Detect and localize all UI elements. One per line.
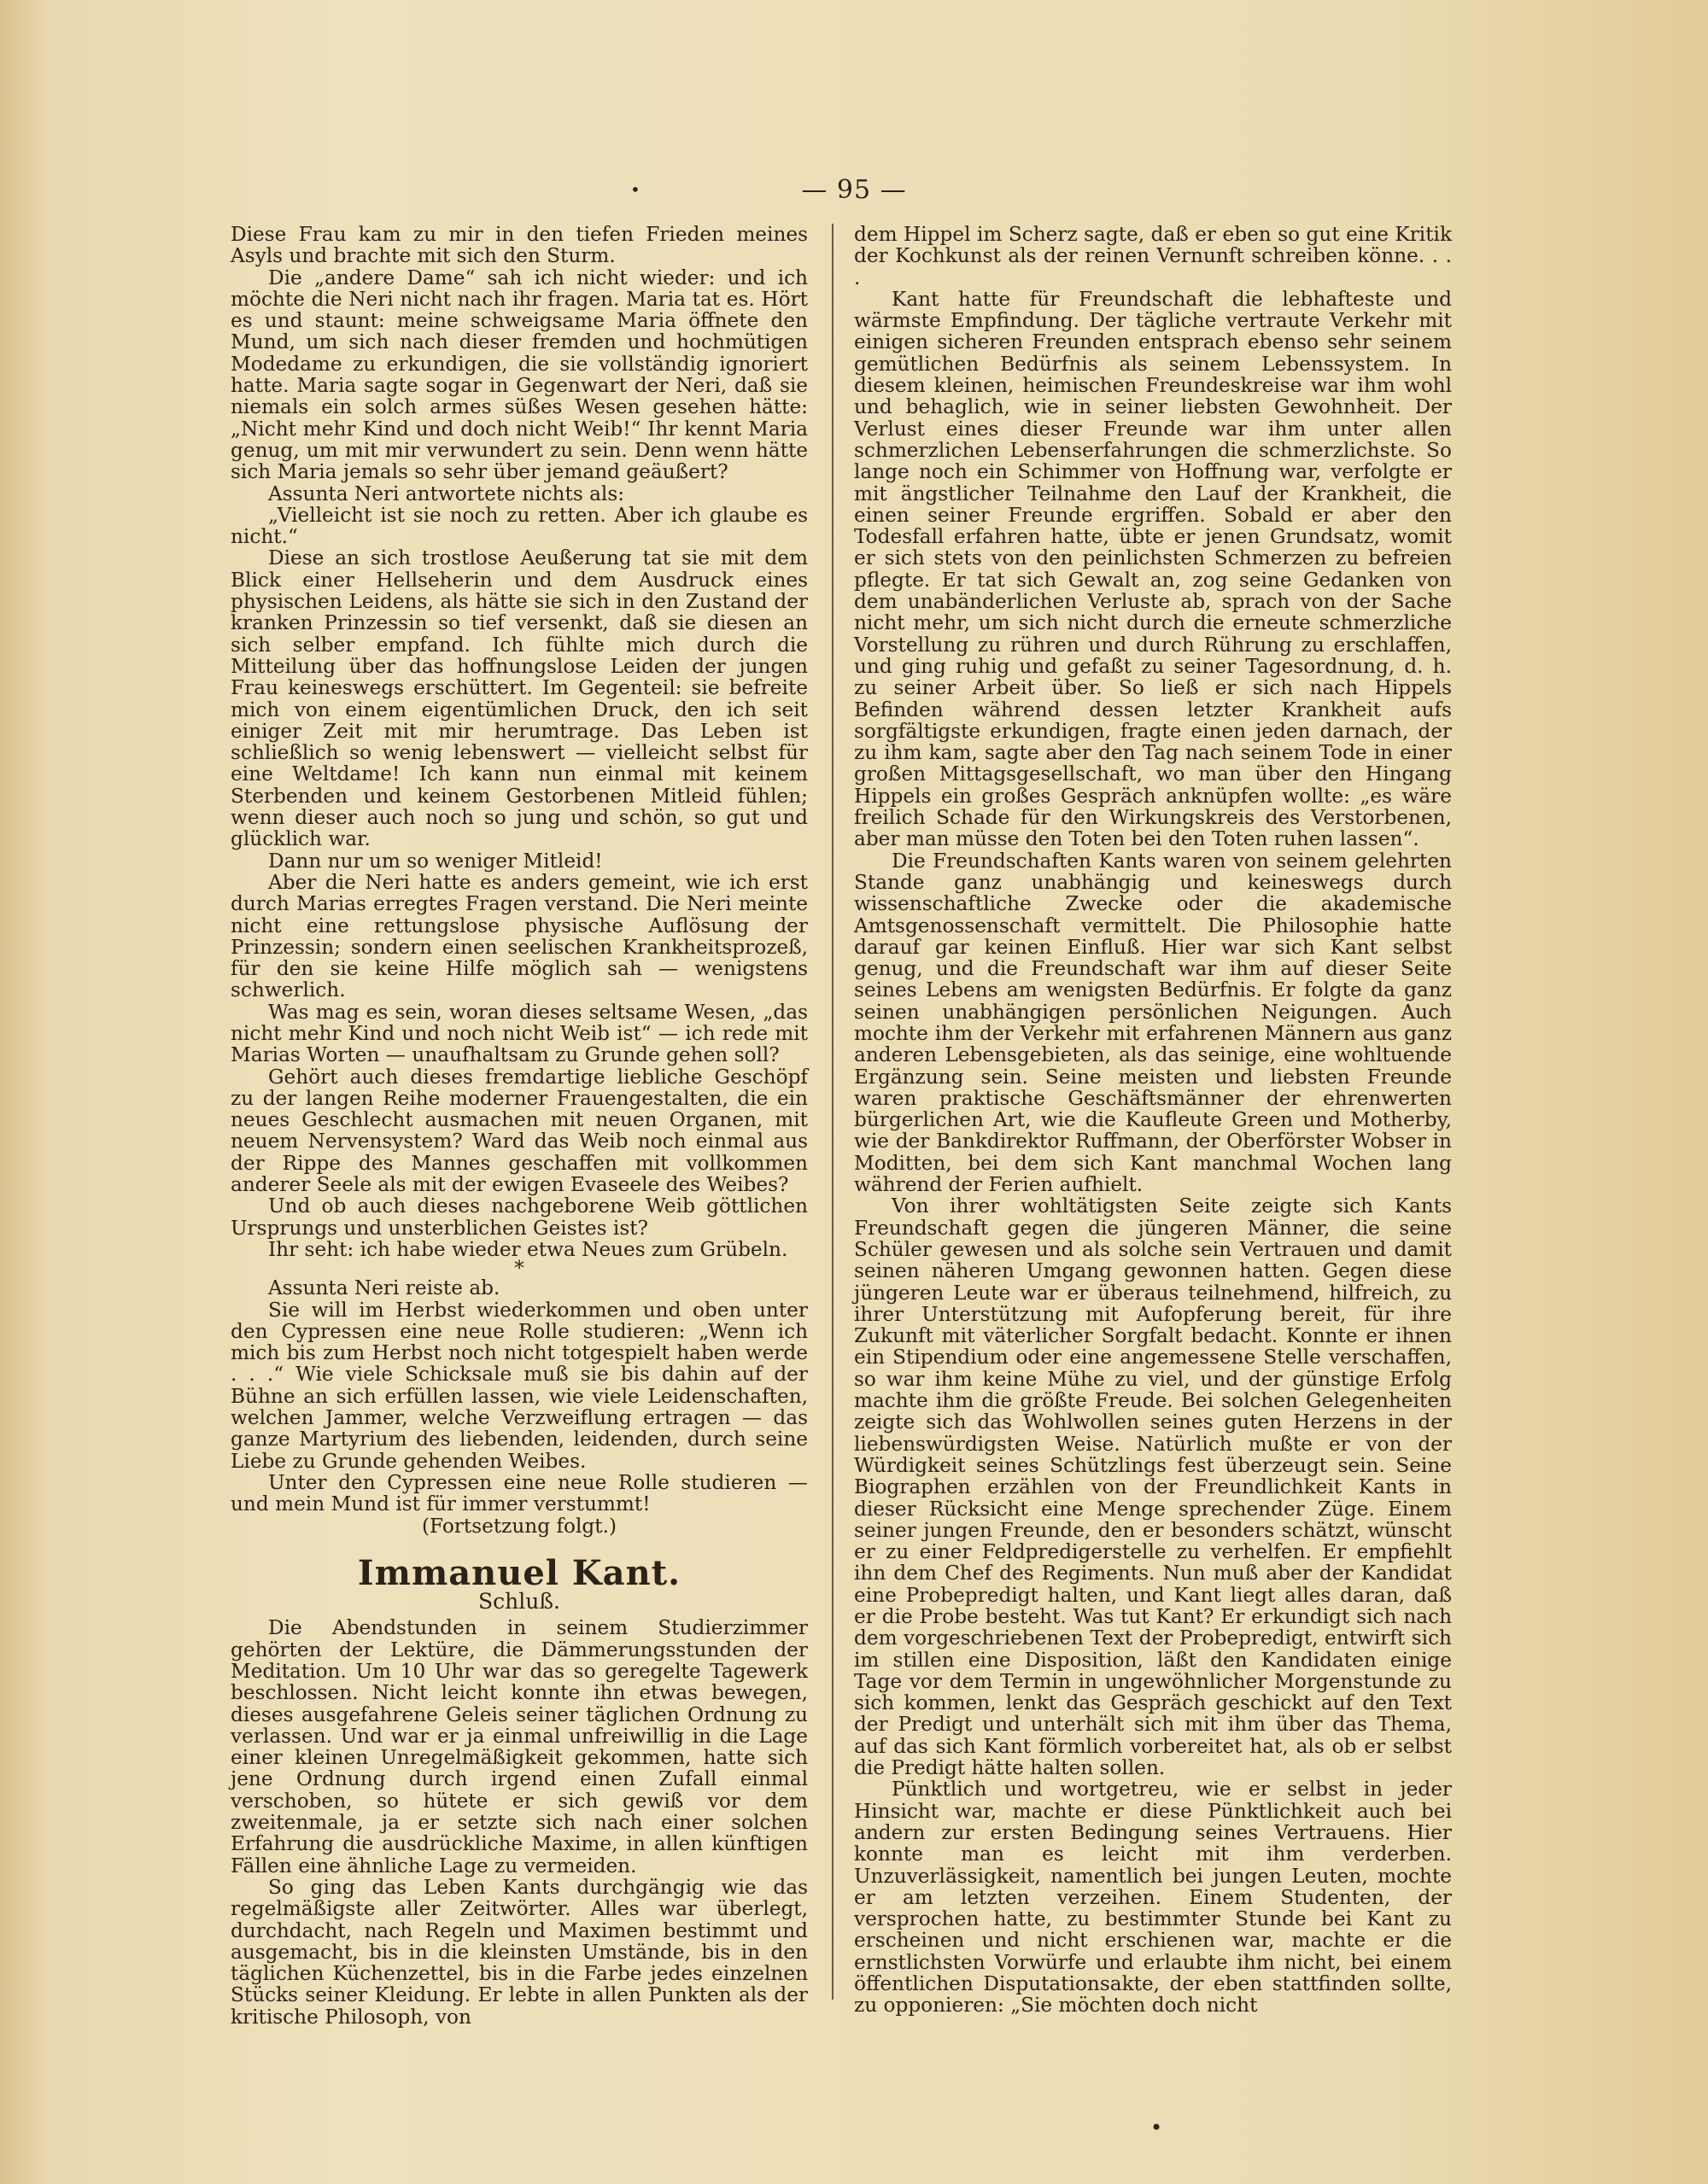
story-paragraph: Gehört auch dieses fremdartige liebliche Geschöpf zu der langen Reihe moderner Frauengestalten, die ein neues Geschlecht ausmachen mit neuen Organen, mit neuem Nervensystem? Ward das Weib noch einmal aus der Rippe des Mannes geschaffen mit vollkommen anderer Seele als mit der ewigen Evaseele des Weibes?: [231, 1065, 808, 1197]
article-paragraph: Die Freundschaften Kants waren von seinem gelehrten Stande ganz unabhängig und keineswegs durch wissenschaftliche Zwecke oder die akademische Amtsgenossenschaft vermittelt. Die Philosophie hatte darauf gar keinen Einfluß. Hier war sich Kant selbst genug, und die Freundschaft war ihm auf dieser Seite seines Lebens am wenigsten Bedürfnis. Er folgte da ganz seinen unabhängigen persönlichen Neigungen. Auch mochte ihm der Verkehr mit erfahrenen Männern aus ganz anderen Lebensgebieten, als das seinige, eine wohltuende Ergänzung sein. Seine meisten und liebsten Freunde waren praktische Geschäftsmänner der ehrenwerten bürgerlichen Art, wie die Kaufleute Green und Motherby, wie der Bankdirektor Ruffmann, der Oberförster Wobser in Moditten, bei dem sich Kant manchmal Wochen lang während der Ferien aufhielt.: [854, 849, 1452, 1197]
article-section: [231, 1552, 808, 2029]
story-paragraph: Ihr seht: ich habe wieder etwa Neues zum Grübeln.: [268, 1237, 788, 1261]
story-paragraph: Assunta Neri antwortete nichts als:: [268, 482, 625, 505]
section-separator-star: *: [514, 1257, 524, 1281]
article-subtitle: Schluß.: [478, 1589, 560, 1615]
article-paragraph: So ging das Leben Kants durchgängig wie das regelmäßigste aller Zeitwörter. Alles war überlegt, durchdacht, nach Regeln und Maximen bestimmt und ausgemacht, bis in die kleinsten Umstände, bis in den täglichen Küchenzettel, bis in die Farbe jedes einzelnen Stücks seiner Kleidung. Er lebte in allen Punkten als der kritische Philosoph, von: [231, 1875, 808, 2029]
story-paragraph: Die „andere Dame“ sah ich nicht wieder: und ich möchte die Neri nicht nach ihr fragen. Maria tat es. Hört es und staunt: meine schweigsame Maria öffnete den Mund, um sich nach dieser fremden und hochmütigen Modedame zu erkundigen, die sie vollständig ignoriert hatte. Maria sagte sogar in Gegenwart der Neri, daß sie niemals ein solch armes süßes Wesen gesehen hätte: „Nicht mehr Kind und doch nicht Weib!“ Ihr kennt Maria genug, um mit mir verwundert zu sein. Denn wenn hätte sich Maria jemals so sehr über jemand geäußert?: [231, 266, 808, 484]
article-paragraph: Pünktlich und wortgetreu, wie er selbst in jeder Hinsicht war, machte er diese Pünktlichkeit auch bei andern zur ersten Bedingung seines Vertrauens. Hier konnte man es leicht mit ihm verderben. Unzuverlässigkeit, namentlich bei jungen Leuten, mochte er am letzten verzeihen. Einem Studenten, der versprochen hatte, zu bestimmter Stunde bei Kant zu erscheinen und nicht erschienen war, machte er die ernstlichsten Vorwürfe und erlaubte ihm nicht, bei einem öffentlichen Disputationsakte, der eben stattfinden sollte, zu opponieren: „Sie möchten doch nicht: [854, 1778, 1452, 2018]
story-paragraph: Diese an sich trostlose Aeußerung tat sie mit dem Blick einer Hellseherin und dem Ausdruck eines physischen Leidens, als hätte sie sich in den Zustand der kranken Prinzessin so tief versenkt, daß sie diesen an sich selber empfand. Ich fühlte mich durch die Mitteilung über das hoffnungslose Leiden der jungen Frau keineswegs erschüttert. Im Gegenteil: sie befreite mich von einem eigentümlichen Druck, den ich seit einiger Zeit mit mir herumtrage. Das Leben ist schließlich so wenig lebenswert — vielleicht selbst für eine Weltdame! Ich kann nun einmal mit keinem Sterbenden und keinem Gestorbenen Mitleid fühlen; wenn dieser auch noch so jung und schön, so gut und glücklich war.: [231, 546, 808, 851]
article-paragraph: Kant hatte für Freundschaft die lebhafteste und wärmste Empfindung. Der tägliche vertraute Verkehr mit einigen sicheren Freunden entsprach ebenso sehr seinem gemütlichen Bedürfnis als seinem Lebenssystem. In diesem kleinen, heimischen Freundeskreise war ihm wohl und behaglich, wie in seiner liebsten Gewohnheit. Der Verlust eines dieser Freunde war ihm unter allen schmerzlichen Lebenserfahrungen die schmerzlichste. So lange noch ein Schimmer von Hoffnung war, verfolgte er mit ängstlicher Teilnahme den Lauf der Krankheit, die einen seiner Freunde ergriffen. Sobald er aber den Todesfall erfahren hatte, übte er jenen Grundsatz, womit er sich stets von den peinlichsten Schmerzen zu befreien pflegte. Er tat sich Gewalt an, zog seine Gedanken von dem unabänderlichen Verluste ab, sprach von der Sache nicht mehr, um sich nicht durch die erneute schmerzliche Vorstellung zu rühren und durch Rührung zu erschlaffen, und ging ruhig und gefaßt zu seiner Tagesordnung, d. h. zu seiner Arbeit über. So ließ er sich nach Hippels Befinden während dessen letzter Krankheit aufs sorgfältigste erkundigen, fragte einen jeden darnach, der zu ihm kam, sagte aber den Tag nach seinem Tode in einer großen Mittagsgesellschaft, wo man über den Hingang Hippels ein großes Gespräch anknüpfen wollte: „es wäre freilich Schade für den Wirkungskreis des Verstorbenen, aber man müsse den Toten bei den Toten ruhen lassen“.: [854, 287, 1452, 851]
page-number: — 95 —: [801, 175, 907, 205]
continuation-note: (Fortsetzung folgt.): [421, 1514, 617, 1538]
article-paragraph: Die Abendstunden in seinem Studierzimmer gehörten der Lektüre, die Dämmerungsstunden der Meditation. Um 10 Uhr war das so geregelte Tagewerk beschlossen. Nicht leicht konnte ihn etwas bewegen, dieses ausgefahrene Geleis seiner täglichen Ordnung zu verlassen. Und war er ja einmal unfreiwillig in die Lage einer kleinen Unregelmäßigkeit gekommen, hatte sich jene Ordnung durch irgend einen Zufall einmal verschoben, so hütete er sich gewiß vor dem zweitenmale, ja er setzte sich nach einer solchen Erfahrung die ausdrückliche Maxime, in allen künftigen Fällen eine ähnliche Lage zu vermeiden.: [231, 1616, 808, 1877]
story-paragraph: Assunta Neri reiste ab.: [268, 1276, 500, 1300]
story-paragraph: Diese Frau kam zu mir in den tiefen Frieden meines Asyls und brachte mit sich den Sturm.: [231, 223, 808, 268]
article-paragraph: dem Hippel im Scherz sagte, daß er eben so gut eine Kritik der Kochkunst als der reinen Vernunft schreiben könne. . . .: [854, 223, 1452, 289]
left-column: [231, 224, 808, 2028]
bottom-dot-mark: •: [1150, 2116, 1163, 2140]
story-paragraph: Sie will im Herbst wiederkommen und oben unter den Cypressen eine neue Rolle studieren: „Wenn ich mich bis zum Herbst noch nicht totgespielt haben werde . . .“ Wie viele Schicksale muß sie bis dahin auf der Bühne an sich erfüllen lassen, wie viele Leidenschaften, welchen Jammer, welche Verzweiflung ertragen — das ganze Martyrium des liebenden, leidenden, durch seine Liebe zu Grunde gehenden Weibes.: [231, 1298, 808, 1473]
article-title: Immanuel Kant.: [357, 1552, 681, 1593]
story-paragraph: Und ob auch dieses nachgeborene Weib göttlichen Ursprungs und unsterblichen Geistes ist?: [231, 1194, 808, 1240]
story-paragraph: „Vielleicht ist sie noch zu retten. Aber ich glaube es nicht.“: [231, 503, 808, 549]
story-paragraph: Was mag es sein, woran dieses seltsame Wesen, „das nicht mehr Kind und noch nicht Weib ist“ — ich rede mit Marias Worten — unaufhaltsam zu Grunde gehen soll?: [231, 1000, 808, 1067]
story-paragraph: Dann nur um so weniger Mitleid!: [268, 849, 603, 873]
story-section: [231, 224, 808, 1537]
top-dot-mark: •: [630, 179, 640, 200]
article-paragraph: Von ihrer wohltätigsten Seite zeigte sich Kants Freundschaft gegen die jüngeren Männer, die seine Schüler gewesen und als solche sein Vertrauen und damit seinen näheren Umgang gewonnen hatten. Gegen diese jüngeren Leute war er überaus teilnehmend, hilfreich, zu ihrer Unterstützung mit Aufopferung bereit, für ihre Zukunft mit väterlicher Sorgfalt bedacht. Konnte er ihnen ein Stipendium oder eine angemessene Stelle verschaffen, so war ihm keine Mühe zu viel, und der günstige Erfolg machte ihm die größte Freude. Bei solchen Gelegenheiten zeigte sich das Wohlwollen seines guten Herzens in der liebenswürdigsten Weise. Natürlich mußte er von der Würdigkeit seines Schützlings fest überzeugt sein. Seine Biographen erzählen von der Freundlichkeit Kants in dieser Rücksicht eine Menge sprechender Züge. Einem seiner jungen Freunde, den er besonders schätzt, wünscht er zu einer Feldpredigerstelle zu verhelfen. Er empfiehlt ihn dem Chef des Regiments. Nun muß aber der Kandidat eine Probepredigt halten, und Kant liegt alles daran, daß er die Probe besteht. Was tut Kant? Er erkundigt sich nach dem vorgeschriebenen Text der Probepredigt, entwirft sich im stillen eine Disposition, läßt den Kandidaten einige Tage vor dem Termin in ungewöhnlicher Morgenstunde zu sich kommen, lenkt das Gespräch geschickt auf den Text der Predigt und unterhält sich mit ihm über das Thema, auf das sich Kant förmlich vorbereitet hat, als ob er selbst die Predigt hätte halten sollen.: [854, 1194, 1452, 1780]
right-column: [854, 224, 1452, 2017]
column-divider: [832, 224, 834, 2000]
story-paragraph: Aber die Neri hatte es anders gemeint, wie ich erst durch Marias erregtes Fragen verstand. Die Neri meinte nicht eine rettungslose physische Auflösung der Prinzessin; sondern einen seelischen Krankheitsprozeß, für den sie keine Hilfe möglich sah — wenigstens schwerlich.: [231, 870, 808, 1002]
story-paragraph: Unter den Cypressen eine neue Rolle studieren — und mein Mund ist für immer verstummt!: [231, 1470, 808, 1516]
